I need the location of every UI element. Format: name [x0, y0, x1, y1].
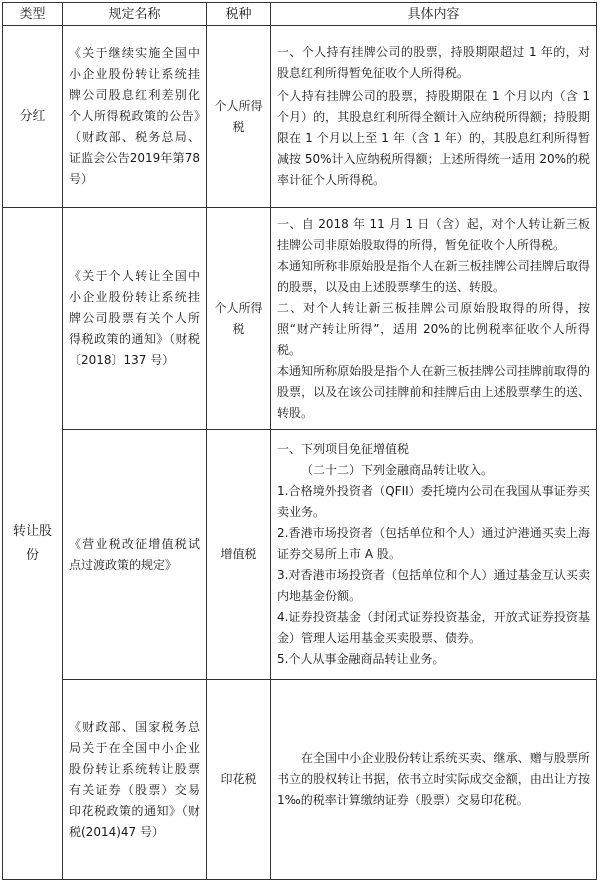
- content-paragraph: 2.香港市场投资者（包括单位和个人）通过沪港通买卖上海证券交易所上市 A 股。: [277, 526, 590, 561]
- content-paragraph: 5.个人从事金融商品转让业务。: [277, 652, 445, 666]
- content-paragraph: 3.对香港市场投资者（包括单位和个人）通过基金互认买卖内地基金份额。: [277, 568, 590, 603]
- table-row: [3, 680, 597, 880]
- regulation-name: 《营业税改征增值税试点过渡政策的规定》: [63, 430, 207, 680]
- category-transfer: 转让股份: [3, 208, 63, 880]
- header-content: 具体内容: [271, 3, 597, 26]
- content-paragraph: 本通知所称非原始股是指个人在新三板挂牌公司挂牌后取得的股票，以及由上述股票孳生的送、转股。: [277, 258, 590, 294]
- tax-type: 个人所得税: [207, 208, 271, 430]
- content-paragraph: 4.证券投资基金（封闭式证券投资基金，开放式证券投资基金）管理人运用基金买卖股票、债券。: [277, 610, 590, 645]
- table-row: [3, 208, 597, 430]
- header-tax: 税种: [207, 3, 271, 26]
- table-row: [3, 26, 597, 208]
- content-paragraph: 一、个人持有挂牌公司的股票，持股期限超过 1 年的，对股息红利所得暂免征收个人所得税。: [277, 45, 590, 80]
- content-paragraph: 二、对个人转让新三板挂牌公司原始股取得的所得，按照“财产转让所得”，适用 20%的比例税率征收个人所得税。: [277, 300, 590, 357]
- content-paragraph: 一、下列项目免征增值税: [277, 442, 410, 456]
- tax-type: 印花税: [207, 680, 271, 880]
- header-type: 类型: [3, 3, 63, 26]
- regulation-name: 《财政部、国家税务总局关于在全国中小企业股份转让系统转让股票有关证券（股票）交易印花税政策的通知》（财税(2014)47 号）: [63, 680, 207, 880]
- regulation-content: [271, 26, 597, 208]
- regulation-content: [271, 208, 597, 430]
- regulation-name: 《关于继续实施全国中小企业股份转让系统挂牌公司股息红利差别化个人所得税政策的公告》（财政部、税务总局、证监会公告2019年第78号）: [63, 26, 207, 208]
- tax-type: 个人所得税: [207, 26, 271, 208]
- content-paragraph: 本通知所称原始股是指个人在新三板挂牌公司挂牌前取得的股票，以及在该公司挂牌前和挂牌后由上述股票孳生的送、转股。: [277, 363, 590, 420]
- tax-type: 增值税: [207, 430, 271, 680]
- header-name: 规定名称: [63, 3, 207, 26]
- regulation-name: 《关于个人转让全国中小企业股份转让系统挂牌公司股票有关个人所得税政策的通知》（财税〔2018〕137 号）: [63, 208, 207, 430]
- table-row: [3, 430, 597, 680]
- content-paragraph: 一、自 2018 年 11 月 1 日（含）起，对个人转让新三板挂牌公司非原始股取得的所得，暂免征收个人所得税。: [277, 216, 590, 252]
- header-row: [3, 3, 597, 26]
- policy-table: [2, 2, 597, 880]
- regulation-content: [271, 680, 597, 880]
- content-paragraph: （二十二）下列金融商品转让收入。: [301, 463, 494, 477]
- content-paragraph: 在全国中小企业股份转让系统买卖、继承、赠与股票所书立的股权转让书据，依书立时实际成交金额，由出让方按 1‰的税率计算缴纳证券（股票）交易印花税。: [277, 751, 590, 807]
- content-paragraph: 1.合格境外投资者（QFII）委托境内公司在我国从事证券买卖业务。: [277, 484, 590, 519]
- category-dividend: 分红: [3, 26, 63, 208]
- content-paragraph: 个人持有挂牌公司的股票，持股期限在 1 个月以内（含 1 个月）的，其股息红利所得全额计入应纳税所得额；持股期限在 1 个月以上至 1 年（含 1 年）的，其股息红利所得暂减按 50%计入应纳税所得额；上述所得统一适用 20%的税率计征个人所得税。: [277, 89, 590, 187]
- regulation-content: [271, 430, 597, 680]
